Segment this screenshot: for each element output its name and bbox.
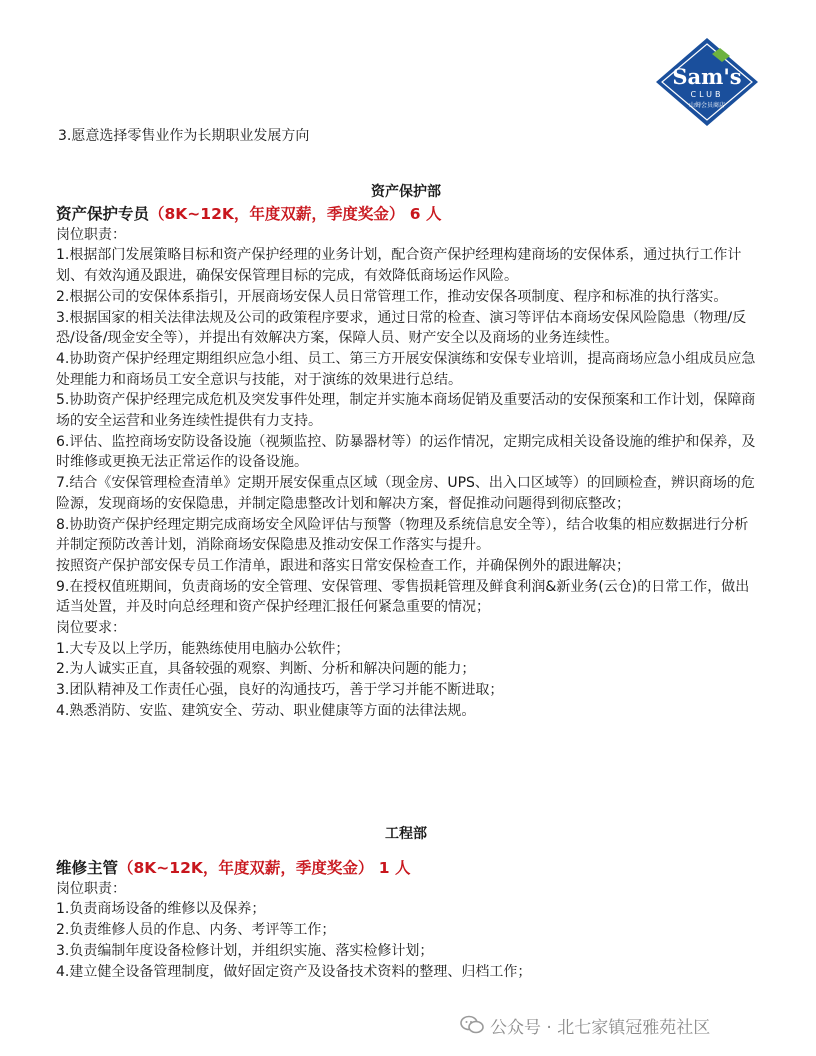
dept-title-asset: 资产保护部 [371, 184, 441, 200]
asset-section [56, 182, 756, 722]
duty-item: 4.协助资产保护经理定期组织应急小组、员工、第三方开展安保演练和安保专业培训，提高商场应急小组成员应急处理能力和商场员工安全意识与技能，对于演练的效果进行总结。 [56, 350, 756, 388]
dept-title-engineering: 工程部 [385, 826, 427, 842]
req-item: 2.为人诚实正直，具备较强的观察、判断、分析和解决问题的能力； [56, 661, 476, 678]
req-item: 4.熟悉消防、安监、建筑安全、劳动、职业健康等方面的法律法规。 [56, 702, 476, 719]
job-title-asset [56, 203, 756, 225]
duty-item: 3.负责编制年度设备检修计划，并组织实施、落实检修计划； [56, 942, 434, 959]
duty-item: 7.结合《安保管理检查清单》定期开展安保重点区域（现金房、UPS、出入口区域等）的回顾检查，辨识商场的危险源，发现商场的安保隐患，并制定隐患整改计划和解决方案，督促推动问题得到彻底整改； [56, 475, 755, 512]
req-label: 岗位要求： [56, 620, 126, 637]
job-name: 资产保护专员 [56, 204, 150, 223]
duty-item: 5.协助资产保护经理完成危机及突发事件处理，制定并实施本商场促销及重要活动的安保预案和工作计划，保障商场的安全运营和业务连续性提供有力支持。 [56, 392, 756, 430]
duty-item: 按照资产保护部安保专员工作清单，跟进和落实日常安保检查工作，并确保例外的跟进解决； [56, 557, 630, 574]
wechat-icon [460, 1015, 484, 1035]
duty-item: 8.协助资产保护经理定期完成商场安全风险评估与预警（物理及系统信息安全等），结合收集的相应数据进行分析并制定预防改善计划，消除商场安保隐患及推动安保工作落实与提升。 [56, 516, 749, 554]
engineering-section [56, 824, 756, 982]
job-highlight: （8K~12K，年度双薪，季度奖金） 6 人 [149, 204, 442, 223]
req-item: 1.大专及以上学历，能熟练使用电脑办公软件； [56, 640, 350, 657]
duty-item: 1.根据部门发展策略目标和资产保护经理的业务计划，配合资产保护经理构建商场的安保体系，通过执行工作计划、有效沟通及跟进，确保安保管理目标的完成，有效降低商场运作风险。 [56, 247, 742, 285]
duty-item: 6.评估、监控商场安防设备设施（视频监控、防暴器材等）的运作情况，定期完成相关设备设施的维护和保养，及时维修或更换无法正常运作的设备设施。 [56, 433, 756, 471]
logo-tagline: 山姆会员商店 [688, 102, 726, 109]
watermark-text: 公众号 · 北七家镇冠雅苑社区 [490, 1017, 711, 1038]
duty-item: 9.在授权值班期间，负责商场的安全管理、安保管理、零售损耗管理及鲜食利润&新业务(云仓)的日常工作，做出适当处置，并及时向总经理和资产保护经理汇报任何紧急重要的情况； [56, 578, 750, 616]
duty-item: 2.根据公司的安保体系指引，开展商场安保人员日常管理工作，推动安保各项制度、程序和标准的执行落实。 [56, 288, 728, 305]
job-name: 维修主管 [56, 858, 119, 877]
job-highlight: （8K~12K，年度双薪，季度奖金） 1 人 [118, 858, 411, 877]
duties-label: 岗位职责： [56, 880, 126, 897]
duties-label: 岗位职责： [56, 226, 126, 243]
duty-item: 4.建立健全设备管理制度，做好固定资产及设备技术资料的整理、归档工作； [56, 963, 532, 980]
watermark [460, 1010, 800, 1040]
logo-brand: Sam's [672, 64, 742, 89]
duty-item: 2.负责维修人员的作息、内务、考评等工作； [56, 922, 336, 939]
job-title-engineering [56, 857, 756, 879]
req-item: 3.团队精神及工作责任心强，良好的沟通技巧，善于学习并能不断进取； [56, 682, 504, 699]
sams-club-logo [652, 36, 762, 128]
intro-line: 3.愿意选择零售业作为长期职业发展方向 [58, 128, 310, 144]
duty-item: 1.负责商场设备的维修以及保养； [56, 901, 266, 918]
logo-sub: CLUB [690, 90, 724, 99]
duty-item: 3.根据国家的相关法律法规及公司的政策程序要求，通过日常的检查、演习等评估本商场安保风险隐患（物理/反恐/设备/现金安全等），并提出有效解决方案，保障人员、财产安全以及商场的业务连续性。 [56, 309, 747, 347]
